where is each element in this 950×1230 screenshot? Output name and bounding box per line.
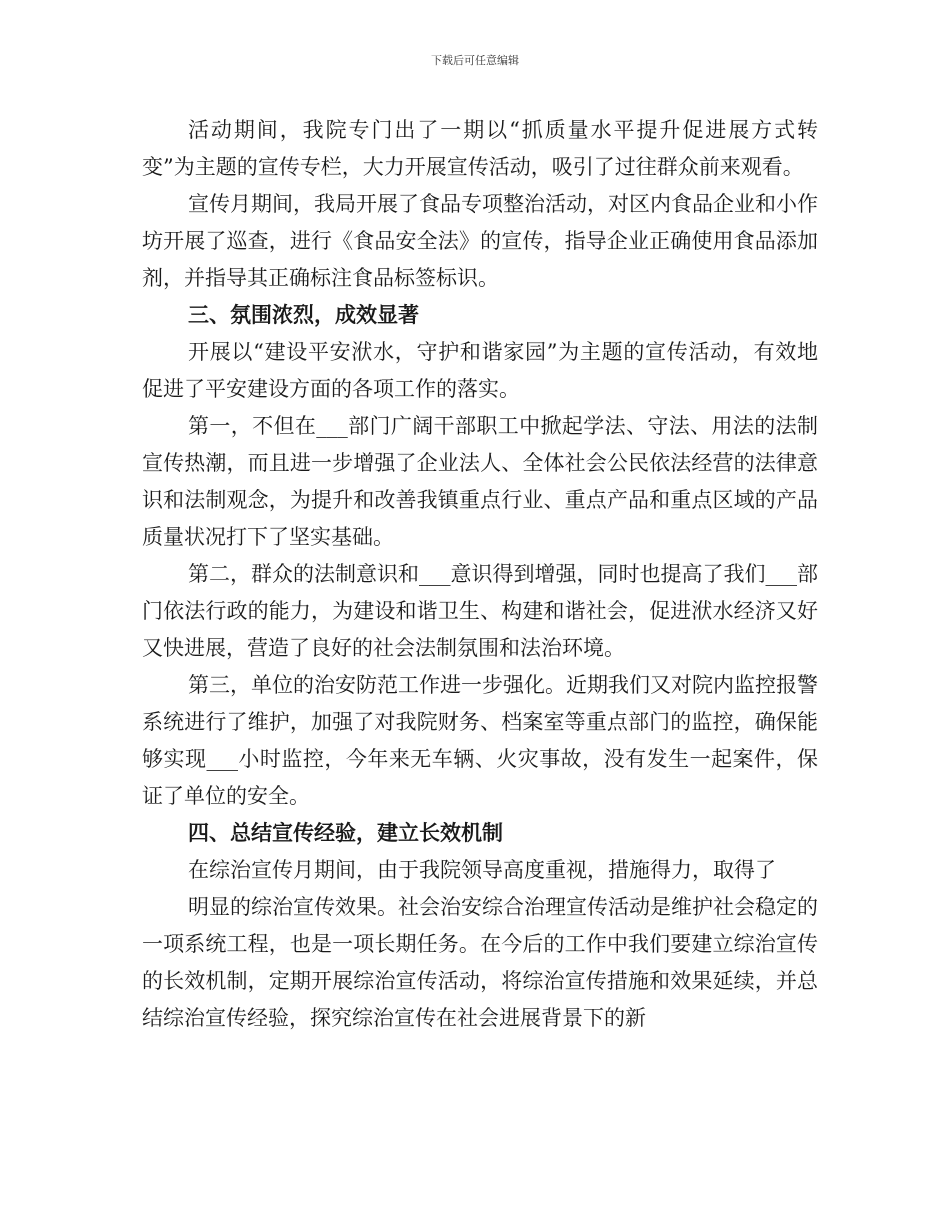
paragraph-theme-campaign: 开展以“建设平安洑水，守护和谐家园”为主题的宣传活动，有效地促进了平安建设方面的各项工作的落实。 [142, 340, 818, 401]
paragraph-third: 第三，单位的治安防范工作进一步强化。近期我们又对院内监控报警系统进行了维护，加强了对我院财务、档案室等重点部门的监控，确保能够实现___小时监控，今年来无车辆、火灾事故，没有发生一起案件，保证了单位的安全。 [142, 673, 818, 808]
section-heading-4: 四、总结宣传经验，建立长效机制 [188, 821, 503, 845]
paragraph-second: 第二，群众的法制意识和___意识得到增强，同时也提高了我们___部门依法行政的能力，为建设和谐卫生、构建和谐社会，促进洑水经济又好又快进展，营造了良好的社会法制氛围和法治环境。 [142, 562, 818, 660]
paragraph-long-term-mechanism: 明显的综治宣传效果。社会治安综合治理宣传活动是维护社会稳定的一项系统工程，也是一项长期任务。在今后的工作中我们要建立综治宣传的长效机制，定期开展综治宣传活动，将综治宣传措施和效果延续，并总结综治宣传经验，探究综治宣传在社会进展背景下的新 [142, 895, 818, 1030]
paragraph-activity: 活动期间，我院专门出了一期以“抓质量水平提升促进展方式转变”为主题的宣传专栏，大力开展宣传活动，吸引了过往群众前来观看。 [142, 118, 818, 179]
paragraph-publicity-month: 在综治宣传月期间，由于我院领导高度重视，措施得力，取得了 [188, 858, 776, 882]
section-heading-3: 三、氛围浓烈，成效显著 [188, 303, 419, 327]
paragraph-food-safety: 宣传月期间，我局开展了食品专项整治活动，对区内食品企业和小作坊开展了巡查，进行《食品安全法》的宣传，指导企业正确使用食品添加剂，并指导其正确标注食品标签标识。 [142, 192, 818, 290]
page-header-note: 下载后可任意编辑 [431, 54, 519, 67]
paragraph-first: 第一，不但在___部门广阔干部职工中掀起学法、守法、用法的法制宣传热潮，而且进一步增强了企业法人、全体社会公民依法经营的法律意识和法制观念，为提升和改善我镇重点行业、重点产品和重点区域的产品质量状况打下了坚实基础。 [142, 414, 818, 549]
document-body [142, 112, 818, 1037]
